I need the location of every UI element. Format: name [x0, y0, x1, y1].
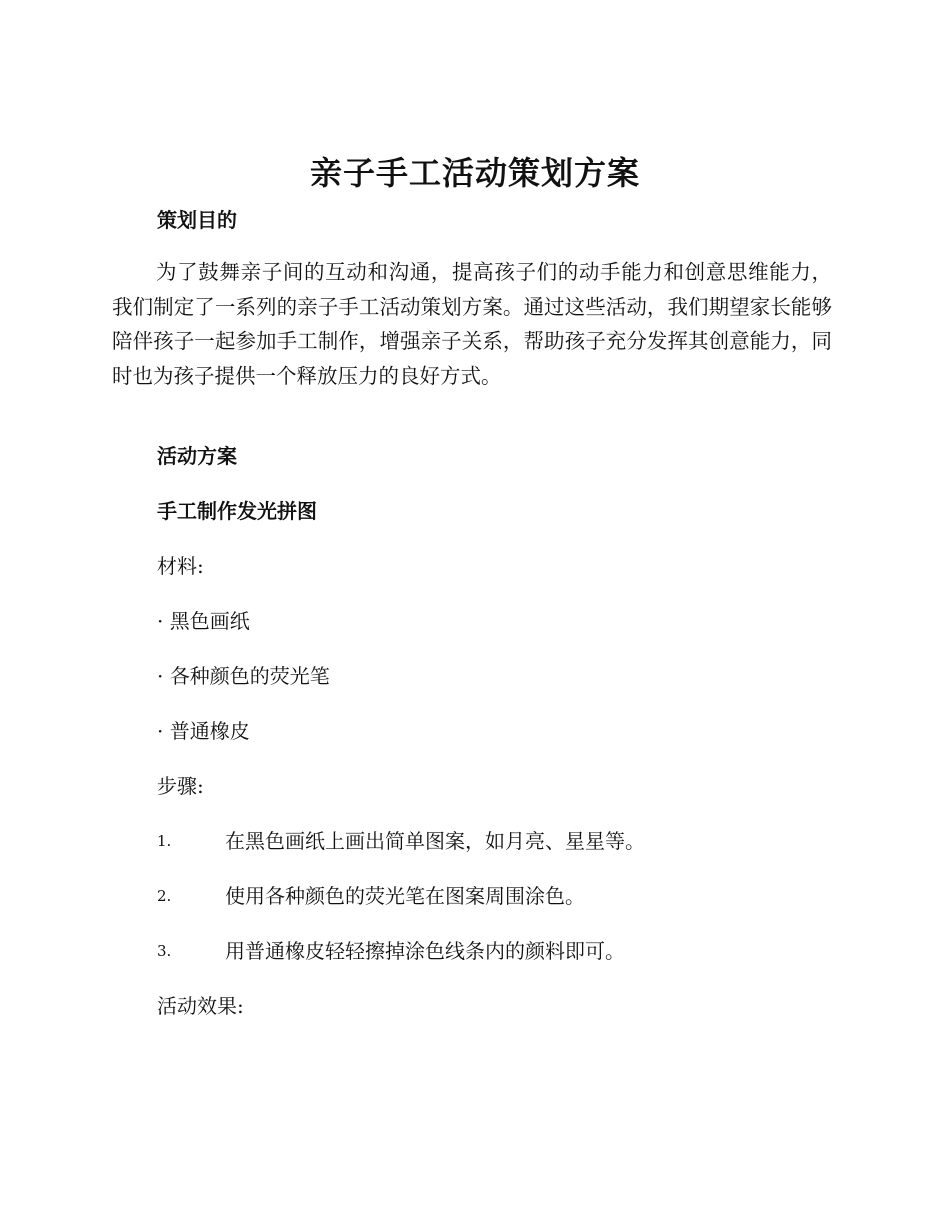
document-title: 亲子手工活动策划方案	[309, 154, 640, 192]
step-text: 使用各种颜色的荧光笔在图案周围涂色。	[225, 884, 585, 908]
steps-label: 步骤:	[157, 774, 204, 798]
purpose-paragraph: 为了鼓舞亲子间的互动和沟通，提高孩子们的动手能力和创意思维能力，我们制定了一系列的亲子手工活动策划方案。通过这些活动，我们期望家长能够陪伴孩子一起参加手工制作，增强亲子关系，帮助孩子充分发挥其创意能力，同时也为孩子提供一个释放压力的良好方式。	[112, 260, 832, 388]
section-heading-plan: 活动方案	[157, 444, 237, 468]
step-item	[157, 826, 857, 856]
activity-heading: 手工制作发光拼图	[157, 499, 317, 523]
effect-label: 活动效果:	[157, 994, 244, 1018]
section-heading-purpose: 策划目的	[157, 208, 237, 232]
step-number: 3.	[157, 942, 172, 960]
step-text: 用普通橡皮轻轻擦掉涂色线条内的颜料即可。	[225, 939, 625, 963]
step-item	[157, 936, 857, 966]
material-item: · 各种颜色的荧光笔	[157, 664, 330, 688]
materials-label: 材料:	[157, 554, 204, 578]
material-item: · 黑色画纸	[157, 609, 250, 633]
material-item: · 普通橡皮	[157, 719, 250, 743]
step-number: 2.	[157, 887, 172, 905]
step-text: 在黑色画纸上画出简单图案，如月亮、星星等。	[225, 829, 645, 853]
step-number: 1.	[157, 832, 172, 850]
step-item	[157, 881, 857, 911]
